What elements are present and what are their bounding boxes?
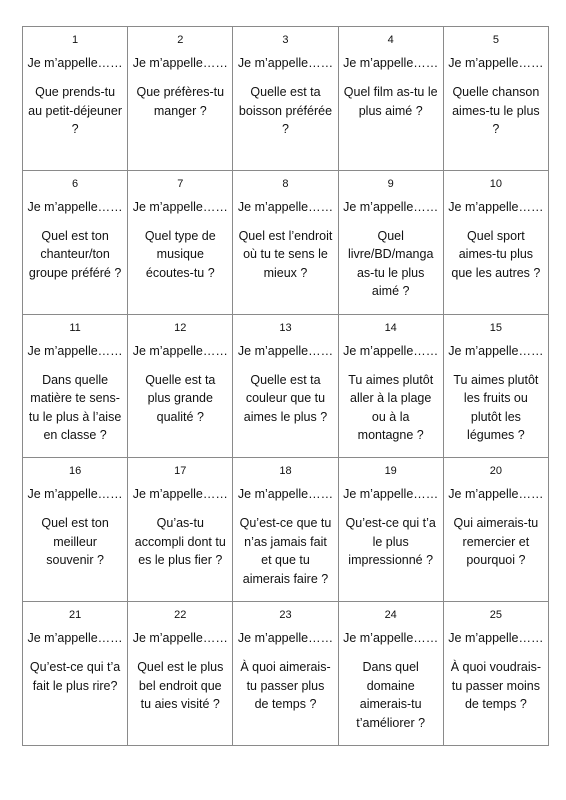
- card-intro: Je m’appelle……: [237, 343, 334, 358]
- card-intro: Je m’appelle……: [448, 631, 544, 646]
- question-card: [339, 458, 444, 602]
- card-number: 20: [489, 465, 503, 478]
- question-card: [23, 315, 128, 459]
- question-card: [233, 315, 338, 459]
- card-number: 15: [489, 321, 503, 334]
- question-card-sheet: [22, 26, 549, 746]
- question-card: [444, 171, 549, 315]
- card-question: Qu’est-ce que tu n’as jamais fait et que tu aimerais faire ?: [239, 516, 332, 586]
- question-card: [23, 458, 128, 602]
- question-card: [23, 27, 128, 171]
- card-number: 6: [72, 177, 79, 190]
- card-intro: Je m’appelle……: [132, 631, 228, 646]
- card-number: 11: [69, 321, 81, 334]
- card-number: 13: [279, 321, 292, 334]
- card-intro: Je m’appelle……: [237, 56, 334, 70]
- card-number: 2: [177, 34, 184, 46]
- card-question: Quelle chanson aimes-tu le plus ?: [452, 85, 540, 136]
- card-intro: Je m’appelle……: [343, 631, 439, 646]
- card-grid: [22, 26, 549, 746]
- card-number: 19: [384, 465, 397, 478]
- question-card: [128, 315, 233, 459]
- card-number: 21: [68, 609, 82, 622]
- card-intro: Je m’appelle……: [343, 56, 439, 70]
- card-question: Dans quel domaine aimerais-tu t’améliorer ?: [356, 660, 426, 730]
- card-question: Quel est le plus bel endroit que tu aies visité ?: [137, 660, 224, 712]
- card-question: Quel est ton chanteur/ton groupe préféré ?: [28, 228, 122, 280]
- card-number: 16: [68, 465, 82, 478]
- question-card: [444, 602, 549, 746]
- question-card: [339, 315, 444, 459]
- card-question: Quelle est ta couleur que tu aimes le plus ?: [243, 372, 328, 424]
- card-question: Que préfères-tu manger ?: [136, 85, 225, 118]
- card-number: 18: [279, 465, 292, 478]
- question-card: [444, 27, 549, 171]
- card-intro: Je m’appelle……: [27, 487, 123, 502]
- card-question: Quelle est ta plus grande qualité ?: [145, 372, 216, 424]
- question-card: [23, 171, 128, 315]
- card-intro: Je m’appelle……: [132, 56, 228, 70]
- card-question: Quel type de musique écoutes-tu ?: [144, 228, 216, 280]
- card-intro: Je m’appelle……: [448, 343, 544, 358]
- card-question: À quoi voudrais-tu passer moins de temps ?: [450, 660, 542, 712]
- card-number: 9: [387, 177, 394, 190]
- card-number: 5: [492, 34, 499, 46]
- card-intro: Je m’appelle……: [132, 199, 228, 214]
- card-number: 7: [177, 177, 184, 190]
- card-question: Quel livre/BD/manga as-tu le plus aimé ?: [347, 228, 434, 299]
- card-question: Qu’est-ce qui t’a fait le plus rire?: [29, 660, 121, 693]
- card-question: Tu aimes plutôt les fruits ou plutôt les légumes ?: [453, 372, 539, 443]
- question-card: [233, 458, 338, 602]
- card-question: Quel sport aimes-tu plus que les autres ?: [451, 228, 541, 280]
- card-question: Dans quelle matière te sens-tu le plus à l’aise en classe ?: [28, 372, 122, 443]
- card-number: 17: [174, 465, 187, 478]
- card-number: 14: [384, 321, 397, 334]
- card-intro: Je m’appelle……: [448, 199, 544, 214]
- card-number: 8: [282, 177, 289, 190]
- card-intro: Je m’appelle……: [27, 343, 123, 358]
- card-number: 1: [72, 34, 79, 46]
- card-question: Quelle est ta boisson préférée ?: [238, 85, 333, 136]
- card-number: 12: [174, 321, 187, 334]
- card-question: Qu’as-tu accompli dont tu es le plus fier ?: [134, 516, 226, 568]
- card-number: 22: [174, 609, 187, 622]
- card-intro: Je m’appelle……: [27, 631, 123, 646]
- card-intro: Je m’appelle……: [132, 487, 228, 502]
- question-card: [128, 458, 233, 602]
- card-intro: Je m’appelle……: [343, 199, 439, 214]
- card-intro: Je m’appelle……: [132, 343, 228, 358]
- question-card: [339, 602, 444, 746]
- card-question: Quel est ton meilleur souvenir ?: [41, 516, 109, 568]
- question-card: [128, 602, 233, 746]
- card-number: 3: [282, 34, 289, 46]
- card-intro: Je m’appelle……: [237, 631, 334, 646]
- card-intro: Je m’appelle……: [27, 56, 123, 70]
- card-question: Quel est l’endroit où tu te sens le mieux ?: [238, 228, 333, 280]
- card-number: 4: [387, 34, 394, 46]
- card-question: Quel film as-tu le plus aimé ?: [343, 85, 438, 118]
- card-intro: Je m’appelle……: [237, 199, 334, 214]
- question-card: [339, 171, 444, 315]
- card-number: 10: [489, 177, 503, 190]
- card-question: Qu’est-ce qui t’a le plus impressionné ?: [345, 516, 436, 568]
- card-number: 24: [384, 609, 397, 622]
- card-intro: Je m’appelle……: [237, 487, 334, 502]
- card-intro: Je m’appelle……: [343, 343, 439, 358]
- question-card: [23, 602, 128, 746]
- question-card: [339, 27, 444, 171]
- question-card: [128, 27, 233, 171]
- card-intro: Je m’appelle……: [448, 56, 544, 70]
- card-question: À quoi aimerais-tu passer plus de temps ?: [240, 660, 331, 712]
- question-card: [233, 602, 338, 746]
- card-number: 23: [279, 609, 292, 622]
- card-question: Tu aimes plutôt aller à la plage ou à la montagne ?: [348, 372, 434, 443]
- question-card: [128, 171, 233, 315]
- card-intro: Je m’appelle……: [448, 487, 544, 502]
- question-card: [444, 315, 549, 459]
- question-card: [233, 171, 338, 315]
- question-card: [233, 27, 338, 171]
- card-question: Que prends-tu au petit-déjeuner ?: [28, 85, 122, 136]
- card-intro: Je m’appelle……: [343, 487, 439, 502]
- question-card: [444, 458, 549, 602]
- card-number: 25: [489, 609, 503, 622]
- card-question: Qui aimerais-tu remercier et pourquoi ?: [453, 516, 539, 568]
- card-intro: Je m’appelle……: [27, 199, 123, 214]
